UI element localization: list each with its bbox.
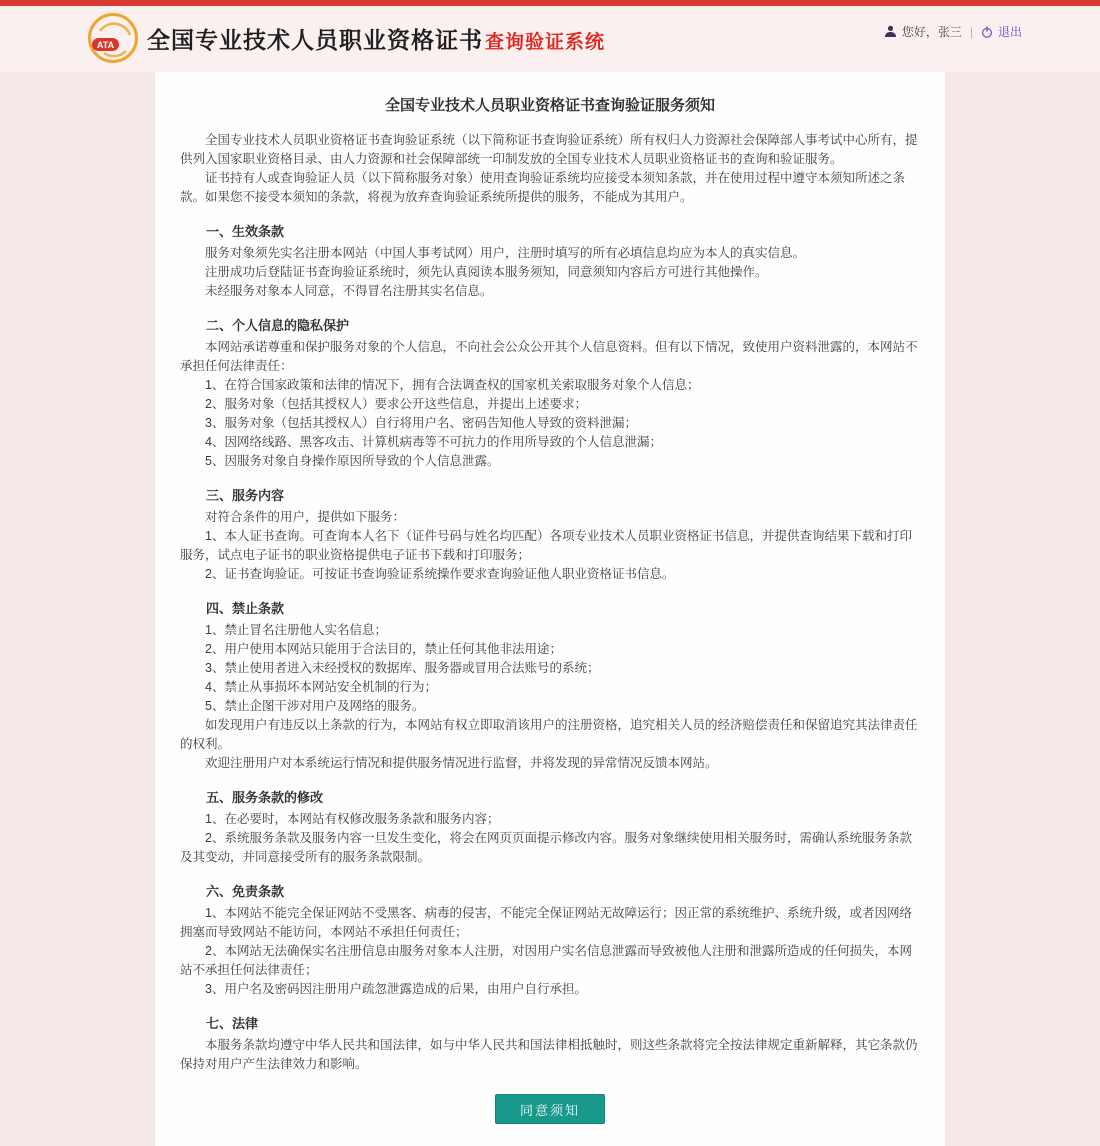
notice-card [155, 72, 945, 1146]
notice-paragraph: 3、用户名及密码因注册用户疏忽泄露造成的后果，由用户自行承担。 [205, 982, 587, 996]
notice-title: 全国专业技术人员职业资格证书查询验证服务须知 [384, 97, 715, 114]
notice-paragraph: 本服务条款均遵守中华人民共和国法律，如与中华人民共和国法律相抵触时，则这些条款将完全按法律规定重新解释，其它条款仍保持对用户产生法律效力和影响。 [180, 1038, 918, 1071]
notice-paragraph: 服务对象须先实名注册本网站（中国人事考试网）用户，注册时填写的所有必填信息均应为本人的真实信息。 [205, 246, 806, 260]
notice-paragraph: 4、因网络线路、黑客攻击、计算机病毒等不可抗力的作用所导致的个人信息泄漏； [205, 435, 662, 449]
site-title-system: 查询验证系统 [485, 32, 606, 53]
section-heading: 四、禁止条款 [206, 601, 285, 616]
notice-paragraph: 未经服务对象本人同意，不得冒名注册其实名信息。 [205, 284, 493, 298]
notice-paragraph: 5、因服务对象自身操作原因所导致的个人信息泄露。 [205, 454, 500, 468]
agree-button[interactable]: 同意须知 [495, 1094, 605, 1124]
section-heading: 三、服务内容 [206, 488, 285, 503]
site-title [147, 22, 605, 55]
notice-paragraph: 1、禁止冒名注册他人实名信息； [205, 623, 387, 637]
notice-paragraph: 本网站承诺尊重和保护服务对象的个人信息，不向社会公众公开其个人信息资料。但有以下情况，致使用户资料泄露的，本网站不承担任何法律责任： [180, 340, 918, 373]
notice-body [180, 131, 920, 1074]
notice-paragraph: 2、本网站无法确保实名注册信息由服务对象本人注册，对因用户实名信息泄露而导致被他人注册和泄露所造成的任何损失，本网站不承担任何法律责任； [180, 944, 912, 977]
notice-paragraph: 欢迎注册用户对本系统运行情况和提供服务情况进行监督，并将发现的异常情况反馈本网站。 [205, 756, 718, 770]
notice-paragraph: 2、证书查询验证。可按证书查询验证系统操作要求查询验证他人职业资格证书信息。 [205, 567, 675, 581]
user-greeting: 您好，张三 [901, 25, 962, 39]
notice-paragraph: 4、禁止从事损坏本网站安全机制的行为； [205, 680, 437, 694]
agree-button-row [180, 1094, 920, 1124]
site-title-main: 全国专业技术人员职业资格证书 [147, 27, 483, 53]
notice-paragraph: 1、本人证书查询。可查询本人名下（证件号码与姓名均匹配）各项专业技术人员职业资格证书信息，并提供查询结果下载和打印服务，试点电子证书的职业资格提供电子证书下载和打印服务； [180, 529, 912, 562]
notice-paragraph: 3、服务对象（包括其授权人）自行将用户名、密码告知他人导致的资料泄漏； [205, 416, 637, 430]
user-separator: | [969, 24, 973, 39]
notice-paragraph: 证书持有人或查询验证人员（以下简称服务对象）使用查询验证系统均应接受本须知条款，并在使用过程中遵守本须知所述之条款。如果您不接受本须知的条款，将视为放弃查询验证系统所提供的服务，不能成为其用户。 [180, 171, 906, 204]
section-heading: 一、生效条款 [206, 224, 285, 239]
notice-paragraph: 注册成功后登陆证书查询验证系统时，须先认真阅读本服务须知，同意须知内容后方可进行其他操作。 [205, 265, 768, 279]
notice-paragraph: 如发现用户有违反以上条款的行为，本网站有权立即取消该用户的注册资格，追究相关人员的经济赔偿责任和保留追究其法律责任的权利。 [180, 718, 918, 751]
notice-paragraph: 全国专业技术人员职业资格证书查询验证系统（以下简称证书查询验证系统）所有权归人力资源社会保障部人事考试中心所有，提供列入国家职业资格目录、由人力资源和社会保障部统一印制发放的全国专业技术人员职业资格证书的查询和验证服务。 [180, 133, 918, 166]
header [0, 6, 1100, 72]
notice-paragraph: 1、本网站不能完全保证网站不受黑客、病毒的侵害，不能完全保证网站无故障运行；因正常的系统维护、系统升级，或者因网络拥塞而导致网站不能访问，本网站不承担任何责任； [180, 906, 912, 939]
notice-paragraph: 2、服务对象（包括其授权人）要求公开这些信息，并提出上述要求； [205, 397, 587, 411]
section-heading: 六、免责条款 [206, 884, 285, 899]
notice-paragraph: 2、用户使用本网站只能用于合法目的，禁止任何其他非法用途； [205, 642, 562, 656]
section-heading: 二、个人信息的隐私保护 [206, 318, 350, 333]
logout-link[interactable]: 退出 [997, 25, 1022, 39]
notice-paragraph: 2、系统服务条款及服务内容一旦发生变化，将会在网页页面提示修改内容。服务对象继续使用相关服务时，需确认系统服务条款及其变动，并同意接受所有的服务条款限制。 [180, 831, 912, 864]
logout-icon[interactable] [981, 26, 993, 38]
section-heading: 五、服务条款的修改 [206, 790, 324, 805]
notice-paragraph: 对符合条件的用户，提供如下服务： [205, 510, 406, 524]
notice-paragraph: 1、在必要时，本网站有权修改服务条款和服务内容； [205, 812, 500, 826]
user-info [884, 23, 1022, 40]
user-icon [884, 25, 897, 38]
section-heading: 七、法律 [206, 1016, 259, 1031]
svg-text:ATA: ATA [96, 40, 115, 50]
notice-paragraph: 3、禁止使用者进入未经授权的数据库、服务器或冒用合法账号的系统； [205, 661, 600, 675]
notice-paragraph: 1、在符合国家政策和法律的情况下，拥有合法调查权的国家机关索取服务对象个人信息； [205, 378, 700, 392]
notice-paragraph: 5、禁止企图干涉对用户及网络的服务。 [205, 699, 425, 713]
ata-logo-icon [86, 11, 140, 65]
